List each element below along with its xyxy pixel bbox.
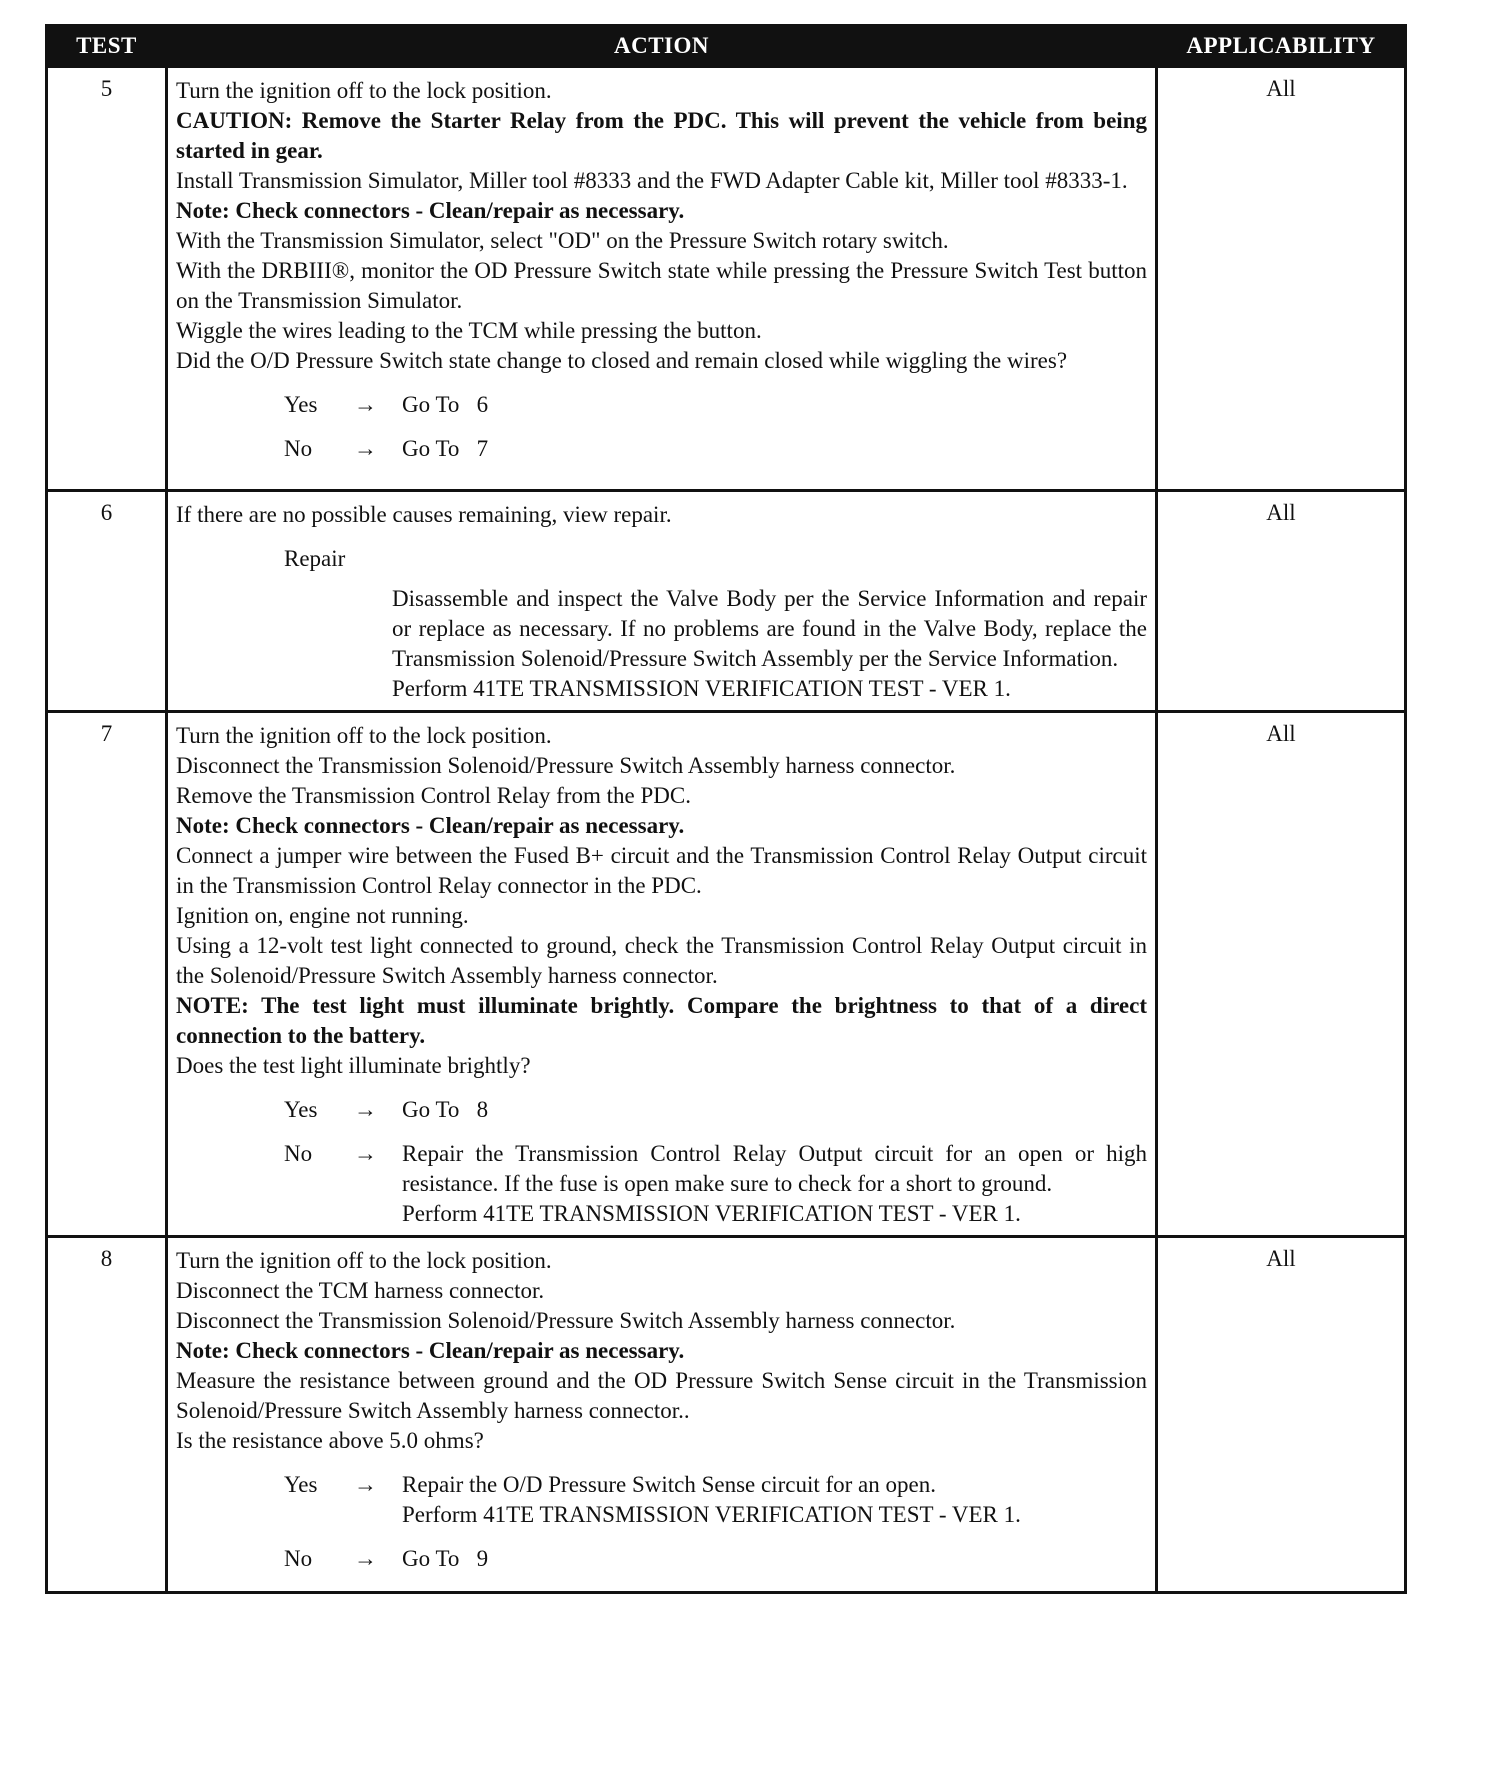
outcome-yes xyxy=(176,390,1147,420)
test-number: 5 xyxy=(47,67,167,491)
test-row-8 xyxy=(47,1237,1406,1593)
no-label: No xyxy=(284,436,313,461)
header-action: ACTION xyxy=(167,26,1157,67)
arrow-icon: → xyxy=(354,1546,377,1571)
connector-note: Note: Check connectors - Clean/repair as necessary. xyxy=(176,198,685,223)
repair-instructions: Repair the Transmission Control Relay Output circuit for an open or high resistance. If the fuse is open make sure to check for a short to ground. xyxy=(402,1141,1147,1196)
header-test: TEST xyxy=(47,26,167,67)
test-number: 7 xyxy=(47,712,167,1237)
action-cell xyxy=(167,1237,1157,1593)
repair-instructions: Repair the O/D Pressure Switch Sense circuit for an open. xyxy=(402,1472,936,1497)
step: Disconnect the Transmission Solenoid/Pressure Switch Assembly harness connector. xyxy=(176,753,956,778)
step: Measure the resistance between ground and the OD Pressure Switch Sense circuit in the Transmission Solenoid/Pressure Switch Assembly harness connector.. xyxy=(176,1368,1147,1423)
step: Using a 12-volt test light connected to ground, check the Transmission Control Relay Output circuit in the Solenoid/Pressure Switch Assembly harness connector. xyxy=(176,933,1147,988)
step: Wiggle the wires leading to the TCM while pressing the button. xyxy=(176,318,762,343)
yes-label: Yes xyxy=(284,392,318,417)
yes-goto[interactable]: Go To 8 xyxy=(402,1097,489,1122)
arrow-icon: → xyxy=(354,1097,377,1122)
caution-note: CAUTION: Remove the Starter Relay from the PDC. This will prevent the vehicle from being started in gear. xyxy=(176,108,1147,163)
header-row xyxy=(47,26,1406,67)
step: With the Transmission Simulator, select "OD" on the Pressure Switch rotary switch. xyxy=(176,228,949,253)
step: Disconnect the Transmission Solenoid/Pressure Switch Assembly harness connector. xyxy=(176,1308,956,1333)
step: Install Transmission Simulator, Miller tool #8333 and the FWD Adapter Cable kit, Miller tool #8333-1. xyxy=(176,168,1128,193)
test-row-7 xyxy=(47,712,1406,1237)
step: Remove the Transmission Control Relay from the PDC. xyxy=(176,783,691,808)
no-label: No xyxy=(284,1546,313,1571)
step: Connect a jumper wire between the Fused B+ circuit and the Transmission Control Relay Output circuit in the Transmission Control Relay connector in the PDC. xyxy=(176,843,1147,898)
no-repair xyxy=(402,1139,1147,1229)
repair-label: Repair xyxy=(284,546,346,571)
outcome-no xyxy=(176,434,1147,464)
diagnostic-table xyxy=(45,24,1407,1594)
test-row-5 xyxy=(47,67,1406,491)
arrow-icon: → xyxy=(354,1141,377,1166)
step: Turn the ignition off to the lock position. xyxy=(176,78,552,103)
connector-note: Note: Check connectors - Clean/repair as necessary. xyxy=(176,1338,685,1363)
question: Is the resistance above 5.0 ohms? xyxy=(176,1428,484,1453)
step: Turn the ignition off to the lock position. xyxy=(176,723,552,748)
test-row-6 xyxy=(47,491,1406,712)
step: If there are no possible causes remaining, view repair. xyxy=(176,502,672,527)
test-number: 6 xyxy=(47,491,167,712)
header-applicability: APPLICABILITY xyxy=(1157,26,1406,67)
outcome-no xyxy=(176,1139,1147,1229)
test-number: 8 xyxy=(47,1237,167,1593)
arrow-icon: → xyxy=(354,392,377,417)
action-cell xyxy=(167,491,1157,712)
yes-label: Yes xyxy=(284,1472,318,1497)
arrow-icon: → xyxy=(354,1472,377,1497)
test-light-note: NOTE: The test light must illuminate brightly. Compare the brightness to that of a direct connection to the battery. xyxy=(176,993,1147,1048)
applicability-value: All xyxy=(1157,491,1406,712)
outcome-no xyxy=(176,1544,1147,1574)
arrow-icon: → xyxy=(354,436,377,461)
yes-label: Yes xyxy=(284,1097,318,1122)
question: Did the O/D Pressure Switch state change to closed and remain closed while wiggling the wires? xyxy=(176,348,1068,373)
verification-test: Perform 41TE TRANSMISSION VERIFICATION TEST - VER 1. xyxy=(392,676,1011,701)
applicability-value: All xyxy=(1157,67,1406,491)
no-label: No xyxy=(284,1141,313,1166)
outcome-yes xyxy=(176,1470,1147,1530)
repair-text xyxy=(392,584,1147,704)
no-goto[interactable]: Go To 9 xyxy=(402,1546,489,1571)
yes-repair xyxy=(402,1470,1147,1530)
step: With the DRBIII®, monitor the OD Pressure Switch state while pressing the Pressure Switch Test button on the Transmission Simulator. xyxy=(176,258,1147,313)
step: Turn the ignition off to the lock position. xyxy=(176,1248,552,1273)
outcome-yes xyxy=(176,1095,1147,1125)
action-cell xyxy=(167,712,1157,1237)
repair-instructions: Disassemble and inspect the Valve Body per the Service Information and repair or replace as necessary. If no problems are found in the Valve Body, replace the Transmission Solenoid/Pressure Switch Assembly per the Service Information. xyxy=(392,586,1147,671)
yes-goto[interactable]: Go To 6 xyxy=(402,392,489,417)
step: Disconnect the TCM harness connector. xyxy=(176,1278,545,1303)
no-goto[interactable]: Go To 7 xyxy=(402,436,489,461)
question: Does the test light illuminate brightly? xyxy=(176,1053,531,1078)
diagnostic-table-sheet xyxy=(45,24,1404,1594)
action-cell xyxy=(167,67,1157,491)
verification-test: Perform 41TE TRANSMISSION VERIFICATION TEST - VER 1. xyxy=(402,1201,1021,1226)
verification-test: Perform 41TE TRANSMISSION VERIFICATION TEST - VER 1. xyxy=(402,1502,1021,1527)
connector-note: Note: Check connectors - Clean/repair as necessary. xyxy=(176,813,685,838)
applicability-value: All xyxy=(1157,712,1406,1237)
applicability-value: All xyxy=(1157,1237,1406,1593)
step: Ignition on, engine not running. xyxy=(176,903,469,928)
